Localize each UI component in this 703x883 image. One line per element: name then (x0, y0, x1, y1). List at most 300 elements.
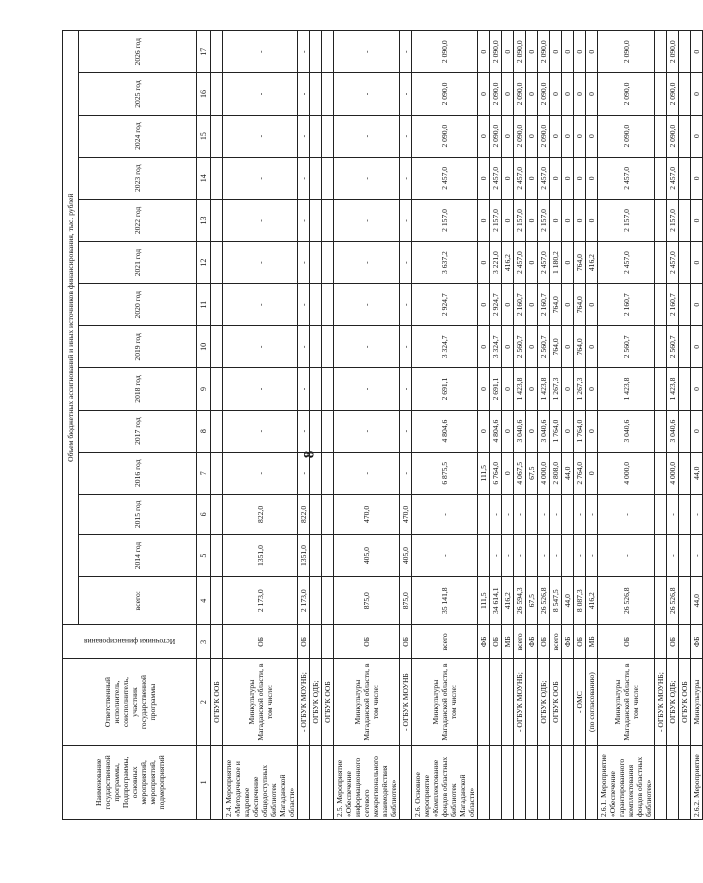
row-name (667, 745, 679, 819)
row-value: 2 157,0 (412, 199, 478, 241)
row-value: 0 (502, 115, 514, 157)
row-value: - (514, 534, 526, 576)
row-name (655, 745, 667, 819)
row-source: ОБ (574, 625, 586, 659)
row-source: ОБ (298, 625, 310, 659)
table-row (322, 31, 334, 820)
row-name (322, 745, 334, 819)
row-value: 0 (691, 284, 703, 326)
row-value: 0 (586, 452, 598, 494)
row-value: 2 173,0 (298, 577, 310, 625)
row-responsible: Минкультуры Магаданской области, в том числе: (223, 659, 298, 745)
row-value (679, 115, 691, 157)
row-value: - (298, 242, 310, 284)
row-value: 0 (586, 157, 598, 199)
row-source: ОБ (490, 625, 502, 659)
row-responsible: ОГБУК ООБ (211, 659, 223, 745)
row-value: 1 267,3 (574, 368, 586, 410)
row-value: - (298, 31, 310, 73)
row-value (655, 410, 667, 452)
column-number: 13 (197, 199, 211, 241)
header-year-0: 2014 год (79, 534, 197, 576)
row-value (655, 31, 667, 73)
table-row (667, 31, 679, 820)
column-number: 6 (197, 494, 211, 534)
column-number: 14 (197, 157, 211, 199)
row-responsible: ОГБУК ООБ (550, 659, 562, 745)
row-value (655, 577, 667, 625)
row-value: 0 (562, 73, 574, 115)
row-value: 1351,0 (223, 534, 298, 576)
table-row (679, 31, 691, 820)
header-source-text: Источники финансирования (83, 637, 176, 647)
row-value: 2 457,0 (412, 157, 478, 199)
row-name: 2.6.2. Мероприятие (691, 745, 703, 819)
header-source (63, 625, 197, 659)
row-value: - (223, 199, 298, 241)
row-responsible: ОГБУК ОДБ; (538, 659, 550, 745)
header-year-9: 2023 год (79, 157, 197, 199)
row-value (679, 73, 691, 115)
row-value: 2 924,7 (412, 284, 478, 326)
row-responsible: - ОМС (574, 659, 586, 745)
row-responsible (490, 659, 502, 745)
row-responsible: ОГБУК ОДБ; (667, 659, 679, 745)
row-value: 0 (586, 73, 598, 115)
row-value: 2 764,0 (574, 452, 586, 494)
row-value: 0 (526, 73, 538, 115)
row-value: 4 804,6 (490, 410, 502, 452)
row-value: 0 (586, 31, 598, 73)
row-value: 2 090,0 (412, 115, 478, 157)
row-value: - (298, 199, 310, 241)
row-value (211, 410, 223, 452)
row-value: - (490, 494, 502, 534)
row-value (322, 31, 334, 73)
header-funding: Объем бюджетных ассигнований и иных источников финансирования, тыс. рублей (63, 31, 79, 625)
row-value: 0 (586, 284, 598, 326)
row-value (562, 494, 574, 534)
row-value: 3 040,6 (514, 410, 526, 452)
header-year-5: 2019 год (79, 326, 197, 368)
row-value (655, 199, 667, 241)
row-value: 0 (550, 115, 562, 157)
row-value: - (574, 534, 586, 576)
row-value (322, 242, 334, 284)
row-value (211, 157, 223, 199)
row-value: 822,0 (298, 494, 310, 534)
row-value: 875,0 (334, 577, 400, 625)
row-value: 0 (562, 326, 574, 368)
row-value: 0 (691, 242, 703, 284)
column-number: 9 (197, 368, 211, 410)
row-value: 0 (691, 73, 703, 115)
row-value (526, 494, 538, 534)
column-number: 2 (197, 659, 211, 745)
row-value: 0 (502, 199, 514, 241)
row-value: 2 560,7 (538, 326, 550, 368)
row-value (211, 115, 223, 157)
row-value: - (691, 534, 703, 576)
row-value: 2 090,0 (514, 31, 526, 73)
row-value (211, 494, 223, 534)
row-value: 3 637,2 (412, 242, 478, 284)
column-number: 1 (197, 745, 211, 819)
row-value: 416,2 (586, 242, 598, 284)
row-value: 0 (478, 326, 490, 368)
row-value: 2 090,0 (412, 31, 478, 73)
row-value: 111,5 (478, 452, 490, 494)
row-source (679, 625, 691, 659)
table-row (298, 31, 310, 820)
row-value: 0 (691, 368, 703, 410)
row-value (655, 157, 667, 199)
row-value: 0 (526, 242, 538, 284)
row-value: - (298, 115, 310, 157)
row-responsible (526, 659, 538, 745)
table-row (223, 31, 298, 820)
row-value: 764,0 (574, 242, 586, 284)
table-row (691, 31, 703, 820)
row-source: ФБ (478, 625, 490, 659)
row-value: 0 (478, 31, 490, 73)
row-source: ФБ (691, 625, 703, 659)
row-value: - (400, 115, 412, 157)
row-value: 2 090,0 (490, 115, 502, 157)
row-value (310, 452, 322, 494)
row-source (211, 625, 223, 659)
row-value (322, 534, 334, 576)
row-value: 3 324,7 (490, 326, 502, 368)
row-value: 2 457,0 (514, 242, 526, 284)
row-value: 0 (574, 199, 586, 241)
table-row (574, 31, 586, 820)
row-value: 67,5 (526, 452, 538, 494)
row-value: 0 (562, 410, 574, 452)
row-value (211, 199, 223, 241)
row-value: 0 (691, 115, 703, 157)
row-value: - (334, 115, 400, 157)
row-value: 0 (478, 73, 490, 115)
row-value (655, 452, 667, 494)
row-value: - (223, 73, 298, 115)
row-value (655, 284, 667, 326)
row-value: 44,0 (562, 452, 574, 494)
row-value: - (400, 452, 412, 494)
row-value: 4 000,0 (667, 452, 679, 494)
row-value (211, 73, 223, 115)
row-value: - (400, 73, 412, 115)
row-source (655, 625, 667, 659)
row-value: - (223, 368, 298, 410)
table-row (562, 31, 574, 820)
row-value: 0 (526, 157, 538, 199)
row-value: - (298, 368, 310, 410)
row-source: МБ (586, 625, 598, 659)
row-value: 2 090,0 (667, 31, 679, 73)
row-value: 0 (478, 410, 490, 452)
row-value (679, 326, 691, 368)
row-name (502, 745, 514, 819)
row-value: 1 423,8 (514, 368, 526, 410)
column-number: 7 (197, 452, 211, 494)
row-value: - (598, 534, 655, 576)
row-value: 2 090,0 (598, 31, 655, 73)
row-value: 2 924,7 (490, 284, 502, 326)
row-value: 2 457,0 (514, 157, 526, 199)
row-name: 2.6. Основное мероприятие «Комплектование фондов областных библиотек Магаданской области» (412, 745, 478, 819)
row-value: - (502, 494, 514, 534)
row-name (586, 745, 598, 819)
row-source: всего (550, 625, 562, 659)
row-value (211, 326, 223, 368)
row-value (211, 284, 223, 326)
table-row (502, 31, 514, 820)
column-number: 16 (197, 73, 211, 115)
row-value: 2 160,7 (538, 284, 550, 326)
header-year-1: 2015 год (79, 494, 197, 534)
header-year-7: 2021 год (79, 242, 197, 284)
row-value: 2 157,0 (667, 199, 679, 241)
row-value: 3 324,7 (412, 326, 478, 368)
column-number: 5 (197, 534, 211, 576)
row-value (322, 452, 334, 494)
row-value: 2 457,0 (667, 157, 679, 199)
row-name (538, 745, 550, 819)
row-value (679, 577, 691, 625)
row-value: 0 (550, 73, 562, 115)
table-row (490, 31, 502, 820)
row-value (322, 284, 334, 326)
row-value (322, 199, 334, 241)
row-value: 0 (502, 157, 514, 199)
row-value: 4 000,0 (538, 452, 550, 494)
row-value: 2 457,0 (538, 242, 550, 284)
row-value: 2 090,0 (538, 115, 550, 157)
row-value: - (400, 410, 412, 452)
row-responsible: Минкультуры Магаданской области, в том числе: (334, 659, 400, 745)
header-total: всего: (79, 577, 197, 625)
row-value: - (400, 242, 412, 284)
row-value: - (538, 494, 550, 534)
row-name (562, 745, 574, 819)
row-responsible: Минкультуры (691, 659, 703, 745)
row-value: 2 157,0 (490, 199, 502, 241)
row-value: 1 180,2 (550, 242, 562, 284)
row-value: 764,0 (550, 284, 562, 326)
row-value: 0 (502, 410, 514, 452)
row-value: 6 875,5 (412, 452, 478, 494)
row-value: - (334, 452, 400, 494)
row-value: - (298, 157, 310, 199)
table-row (550, 31, 562, 820)
row-value: - (586, 534, 598, 576)
column-number: 11 (197, 284, 211, 326)
row-value: 3 040,6 (667, 410, 679, 452)
row-value: 3 040,6 (598, 410, 655, 452)
row-value: 0 (586, 115, 598, 157)
row-value: 764,0 (574, 284, 586, 326)
row-value: 0 (586, 326, 598, 368)
row-value: 0 (562, 157, 574, 199)
row-value: - (223, 284, 298, 326)
row-responsible (478, 659, 490, 745)
row-value (211, 368, 223, 410)
column-number: 10 (197, 326, 211, 368)
row-value: - (667, 494, 679, 534)
row-name (211, 745, 223, 819)
header-year-4: 2018 год (79, 368, 197, 410)
header-year-11: 2025 год (79, 73, 197, 115)
row-value: 34 614,1 (490, 577, 502, 625)
row-value (655, 326, 667, 368)
row-source: всего (514, 625, 526, 659)
row-value: 2 560,7 (598, 326, 655, 368)
row-value (655, 73, 667, 115)
row-value: 26 526,8 (598, 577, 655, 625)
row-responsible: - ОГБУК МОУНБ; (514, 659, 526, 745)
row-value: 2 560,7 (667, 326, 679, 368)
row-value: 4 067,5 (514, 452, 526, 494)
row-value: 2 160,7 (667, 284, 679, 326)
row-value (322, 115, 334, 157)
row-value: 0 (691, 199, 703, 241)
row-value: 8 547,5 (550, 577, 562, 625)
row-value: 0 (586, 368, 598, 410)
row-source: ФБ (526, 625, 538, 659)
header-year-6: 2020 год (79, 284, 197, 326)
row-value (310, 115, 322, 157)
row-name: 2.6.1. Мероприятие «Обеспечение гарантированного комплектования фондов областных библиотек» (598, 745, 655, 819)
row-value: 1 267,3 (550, 368, 562, 410)
row-value: - (574, 494, 586, 534)
row-value: 44,0 (562, 577, 574, 625)
table-row (400, 31, 412, 820)
row-source (322, 625, 334, 659)
row-value: 3 040,6 (538, 410, 550, 452)
row-value: - (298, 73, 310, 115)
row-value (211, 242, 223, 284)
row-value (322, 368, 334, 410)
row-value: 2 090,0 (490, 31, 502, 73)
row-value: 0 (562, 199, 574, 241)
row-value: 2 457,0 (667, 242, 679, 284)
row-value: - (223, 326, 298, 368)
row-responsible: - ОГБУК МОУНБ; (298, 659, 310, 745)
row-value: 0 (574, 31, 586, 73)
row-value: 0 (526, 115, 538, 157)
row-value (310, 199, 322, 241)
row-value: 0 (562, 115, 574, 157)
row-value: 0 (526, 31, 538, 73)
row-responsible: Минкультуры Магаданской области, в том числе: (412, 659, 478, 745)
row-value: 0 (478, 199, 490, 241)
row-value: - (400, 199, 412, 241)
row-value: - (586, 494, 598, 534)
row-value: - (514, 494, 526, 534)
row-source: ФБ (562, 625, 574, 659)
rotated-table-wrapper (62, 30, 701, 820)
row-value: 0 (478, 242, 490, 284)
row-source: МБ (502, 625, 514, 659)
table-row (211, 31, 223, 820)
row-name (514, 745, 526, 819)
row-value: 2 090,0 (598, 73, 655, 115)
row-value: 0 (502, 452, 514, 494)
header-year-8: 2022 год (79, 199, 197, 241)
row-value: 26 526,8 (538, 577, 550, 625)
row-source: ОБ (667, 625, 679, 659)
row-value: - (400, 284, 412, 326)
header-responsible: Ответственный исполнитель, соисполнитель, участник государственной программы (63, 659, 197, 745)
row-value: 2 090,0 (667, 115, 679, 157)
row-value (655, 242, 667, 284)
row-value: 764,0 (574, 326, 586, 368)
row-name (478, 745, 490, 819)
row-value: 1 423,8 (667, 368, 679, 410)
row-value: - (334, 242, 400, 284)
row-value: - (298, 452, 310, 494)
row-name (490, 745, 502, 819)
row-source: ОБ (598, 625, 655, 659)
row-value (310, 284, 322, 326)
row-value: 0 (586, 199, 598, 241)
row-value: 4 804,6 (412, 410, 478, 452)
row-value: 416,2 (586, 577, 598, 625)
row-value: - (412, 494, 478, 534)
row-name (526, 745, 538, 819)
row-value: 2 090,0 (538, 73, 550, 115)
row-value: 0 (478, 284, 490, 326)
row-value: 2 691,1 (412, 368, 478, 410)
row-value: 0 (574, 115, 586, 157)
row-value: 0 (478, 157, 490, 199)
row-value (310, 73, 322, 115)
row-responsible: ОГБУК ООБ (679, 659, 691, 745)
row-value: 0 (550, 199, 562, 241)
row-value (310, 410, 322, 452)
row-value: 2 457,0 (598, 157, 655, 199)
row-value (679, 494, 691, 534)
row-value: 0 (691, 157, 703, 199)
table-row (598, 31, 655, 820)
row-value: - (334, 73, 400, 115)
row-value: - (400, 326, 412, 368)
row-value: - (334, 368, 400, 410)
row-value: 2 090,0 (490, 73, 502, 115)
table-row (538, 31, 550, 820)
row-value: 4 000,0 (598, 452, 655, 494)
row-value: 0 (526, 368, 538, 410)
row-value: 44,0 (691, 577, 703, 625)
row-source: ОБ (334, 625, 400, 659)
table-row (334, 31, 400, 820)
row-value: 0 (478, 368, 490, 410)
row-value: 0 (691, 31, 703, 73)
row-value (310, 157, 322, 199)
row-value: 2 090,0 (667, 73, 679, 115)
row-value: 2 691,1 (490, 368, 502, 410)
row-value: 405,0 (334, 534, 400, 576)
row-value (679, 31, 691, 73)
row-value: 2 808,0 (550, 452, 562, 494)
row-value: 1 764,0 (574, 410, 586, 452)
page-number: 8 (301, 450, 318, 459)
row-source: ОБ (223, 625, 298, 659)
row-value (679, 452, 691, 494)
row-value: 2 090,0 (514, 115, 526, 157)
row-responsible (562, 659, 574, 745)
